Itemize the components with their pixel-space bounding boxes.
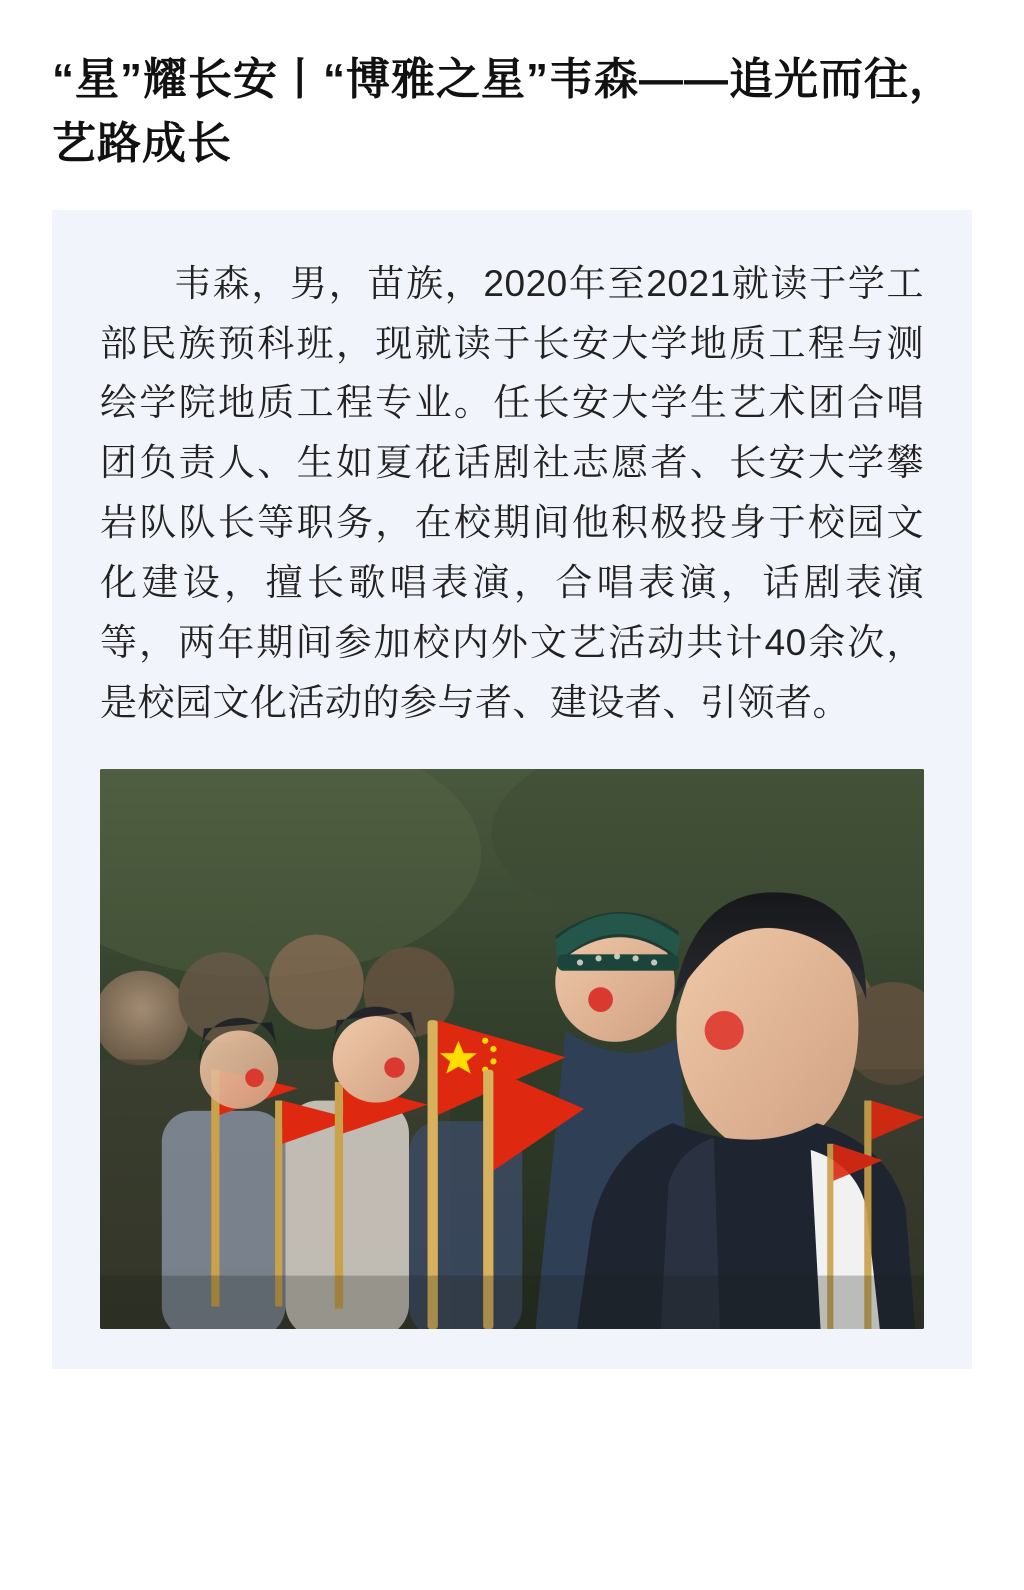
article-body-paragraph: 韦森，男，苗族，2020年至2021就读于学工部民族预科班，现就读于长安大学地质工程与测绘学院地质工程专业。任长安大学生艺术团合唱团负责人、生如夏花话剧社志愿者、长安大学攀岩队队长等职务，在校期间他积极投身于校园文化建设，擅长歌唱表演，合唱表演，话剧表演等，两年期间参加校内外文艺活动共计40余次，是校园文化活动的参与者、建设者、引领者。 (100, 262, 924, 724)
crowd-with-flags-photo (100, 769, 924, 1329)
article-photo-container (100, 769, 924, 1329)
page-title: “星”耀长安丨“博雅之星”韦森——追光而往，艺路成长 (52, 55, 954, 168)
article-card (52, 210, 972, 1370)
